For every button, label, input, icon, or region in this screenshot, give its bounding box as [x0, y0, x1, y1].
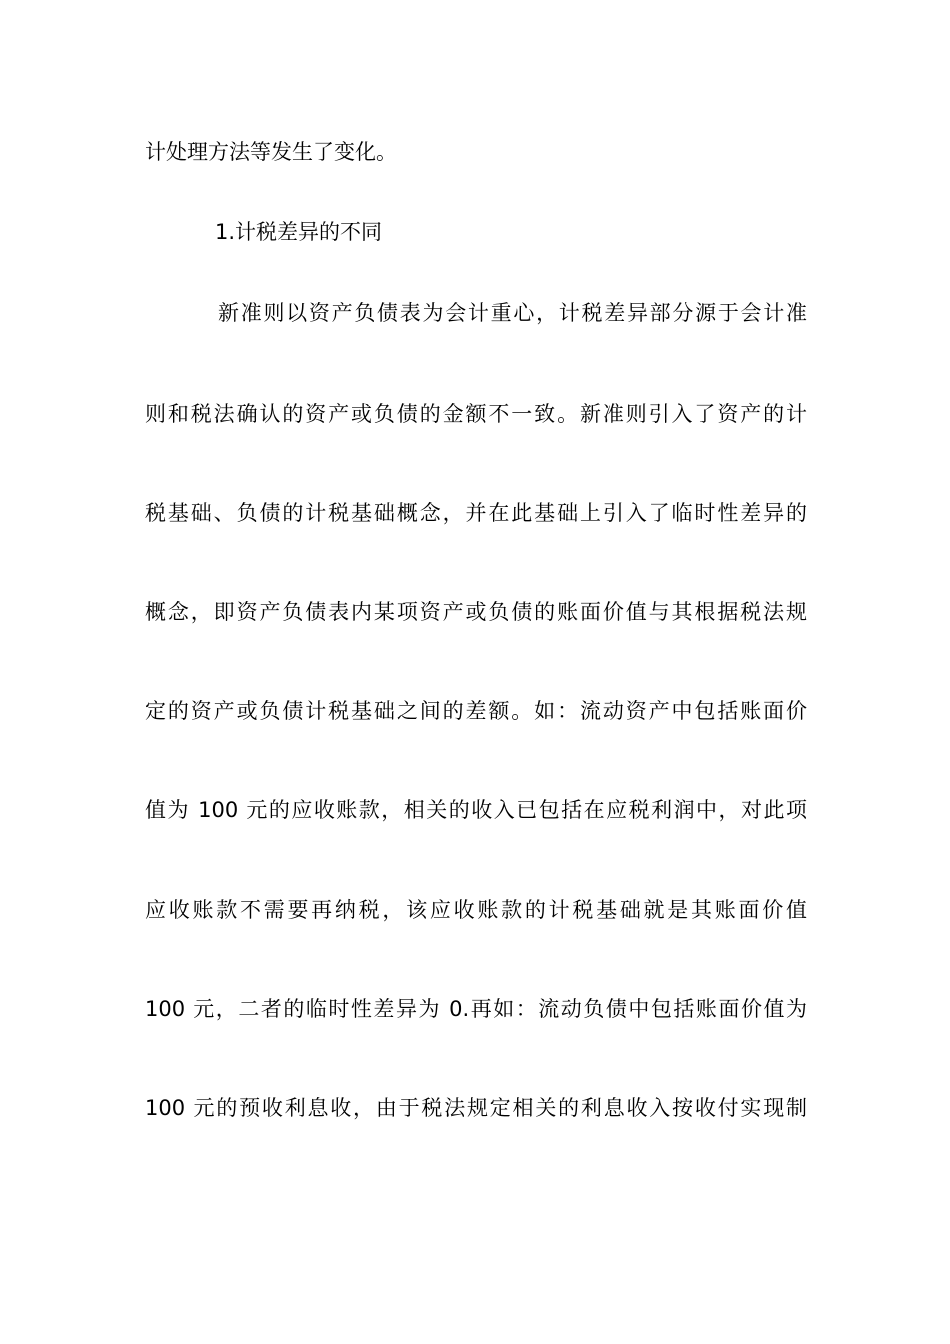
text-line-11: 100 元的预收利息收，由于税法规定相关的利息收入按收付实现制 — [145, 1096, 807, 1120]
text-line-3: 新准则以资产负债表为会计重心，计税差异部分源于会计准 — [218, 301, 807, 325]
text-line-8: 值为 100 元的应收账款，相关的收入已包括在应税利润中，对此项 — [145, 798, 807, 822]
section-heading: 1.计税差异的不同 — [215, 220, 383, 244]
text-line-6: 概念，即资产负债表内某项资产或负债的账面价值与其根据税法规 — [145, 600, 807, 624]
text-line-4: 则和税法确认的资产或负债的金额不一致。新准则引入了资产的计 — [145, 402, 807, 426]
text-line-7: 定的资产或负债计税基础之间的差额。如：流动资产中包括账面价 — [145, 699, 807, 723]
text-line-10: 100 元，二者的临时性差异为 0.再如：流动负债中包括账面价值为 — [145, 997, 807, 1021]
text-line-9: 应收账款不需要再纳税，该应收账款的计税基础就是其账面价值 — [145, 898, 807, 922]
text-line-5: 税基础、负债的计税基础概念，并在此基础上引入了临时性差异的 — [145, 501, 807, 525]
text-line-1: 计处理方法等发生了变化。 — [145, 140, 397, 164]
